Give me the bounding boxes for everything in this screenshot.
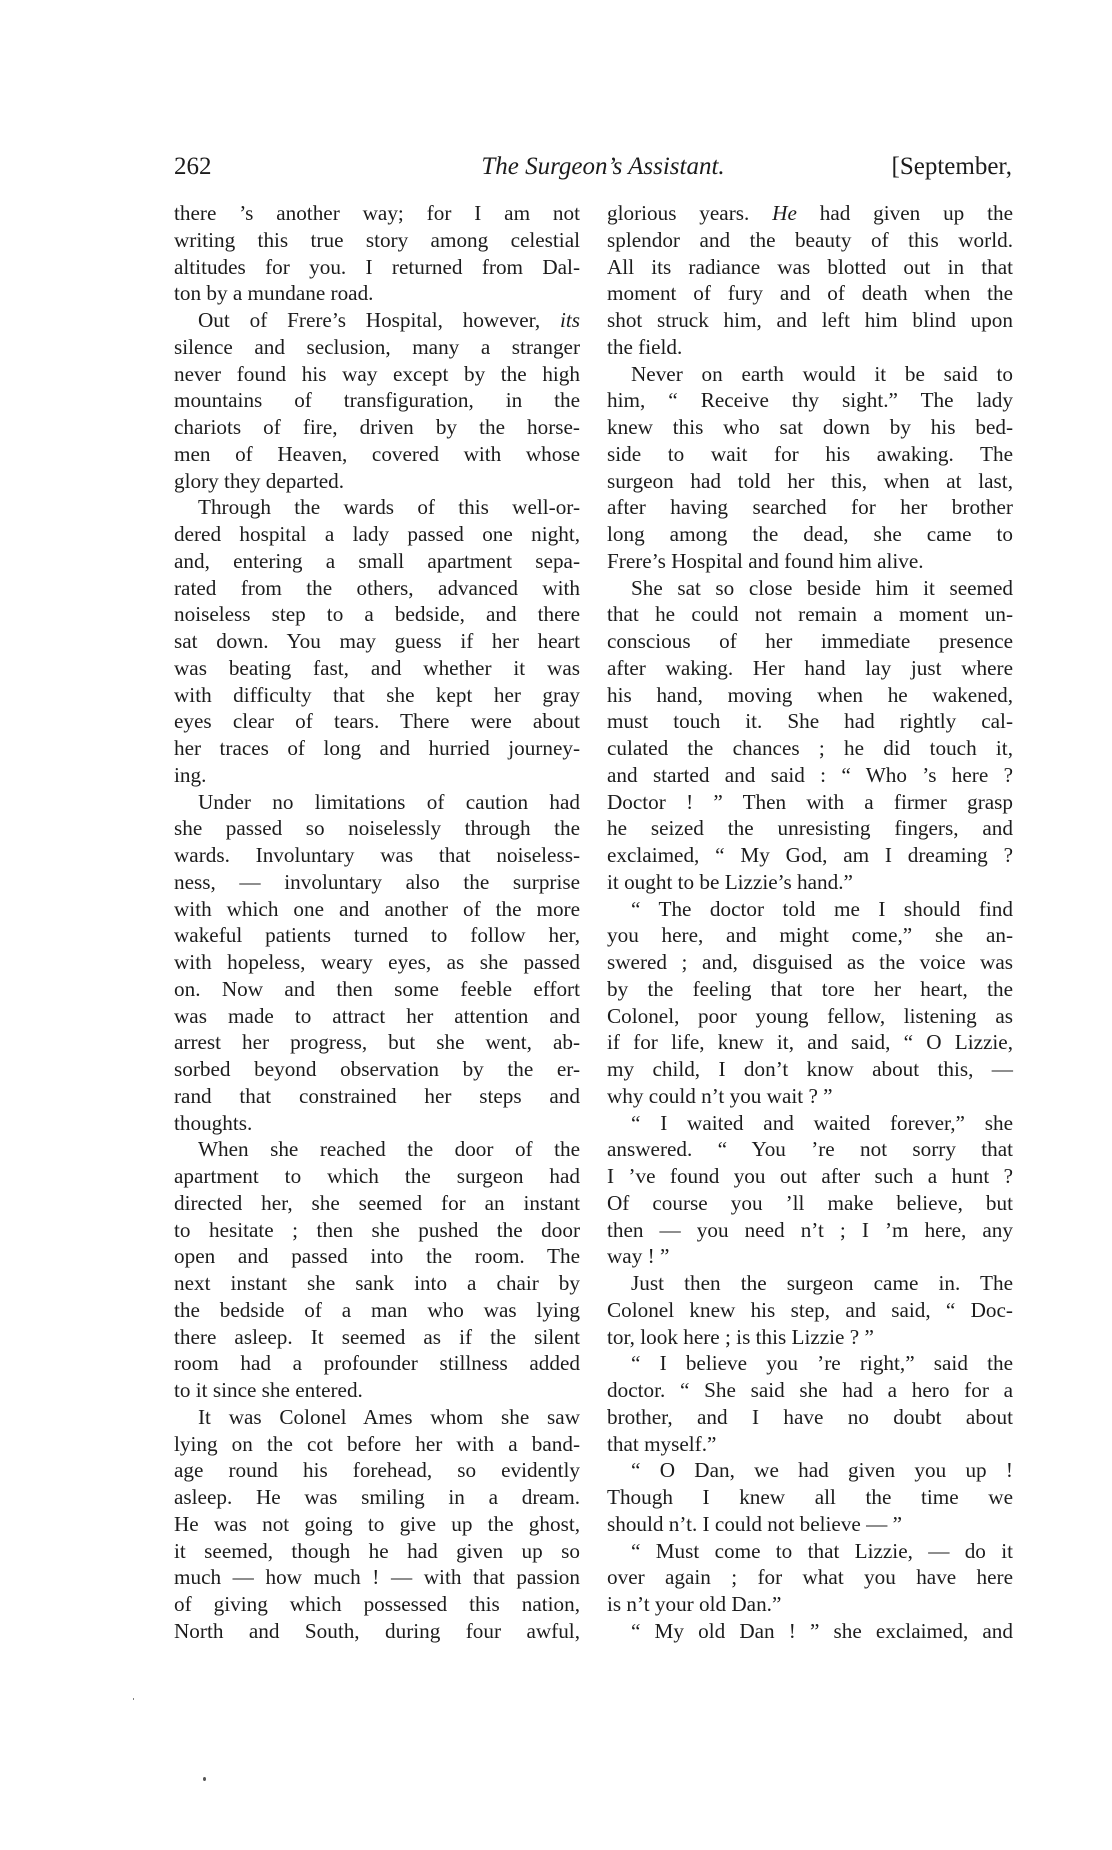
text-line: she passed so noiselessly through the: [174, 816, 580, 841]
text-line: and started and said : “ Who ’s here ?: [607, 762, 1013, 787]
text-line: on. Now and then some feeble effort: [174, 976, 580, 1001]
text-line: open and passed into the room. The: [174, 1244, 580, 1269]
text-line: tor, look here ; is this Lizzie ? ”: [607, 1324, 874, 1349]
running-head: [174, 150, 1012, 184]
text-line: there asleep. It seemed as if the silent: [174, 1324, 580, 1349]
text-line: must touch it. She had rightly cal-: [607, 709, 1013, 734]
text-line: him, “ Receive thy sight.” The lady: [607, 388, 1013, 413]
text-line: directed her, she seemed for an instant: [174, 1190, 580, 1215]
text-line: ing.: [174, 762, 207, 787]
text-line: Under no limitations of caution had: [198, 789, 580, 814]
text-line: sat down. You may guess if her heart: [174, 629, 580, 653]
text-line: way ! ”: [607, 1244, 670, 1269]
page-number: 262: [174, 153, 212, 180]
text-line: mountains of transfiguration, in the: [174, 388, 580, 413]
text-line: “ My old Dan ! ” she exclaimed, and: [631, 1618, 1013, 1643]
text-line: his hand, moving when he wakened,: [607, 682, 1013, 707]
text-line: Colonel knew his step, and said, “ Doc-: [607, 1297, 1013, 1322]
text-line: men of Heaven, covered with whose: [174, 441, 580, 466]
text-line: altitudes for you. I returned from Dal-: [174, 254, 580, 279]
text-line: her traces of long and hurried journey-: [174, 736, 580, 760]
text-line: wards. Involuntary was that noiseless-: [174, 843, 580, 867]
text-line: Though I knew all the time we: [607, 1485, 1013, 1509]
ink-speck: [203, 1777, 206, 1781]
text-line: sorbed beyond observation by the er-: [174, 1057, 580, 1081]
text-line: you here, and might come,” she an-: [607, 923, 1013, 948]
text-line: glory they departed.: [174, 468, 345, 493]
text-line: Doctor ! ” Then with a firmer grasp: [607, 789, 1013, 814]
italic-emphasis: its: [559, 308, 580, 332]
text-line: Just then the surgeon came in. The: [631, 1271, 1013, 1295]
text-line: with which one and another of the more: [174, 896, 580, 921]
text-line: writing this true story among celestial: [174, 227, 580, 252]
text-line: that he could not remain a moment un-: [607, 602, 1013, 627]
text-line: to hesitate ; then she pushed the door: [174, 1217, 580, 1242]
issue-month: [September,: [891, 153, 1012, 180]
text-line: it ought to be Lizzie’s hand.”: [607, 869, 853, 894]
text-line: Never on earth would it be said to: [631, 361, 1013, 386]
text-line: that myself.”: [607, 1431, 717, 1456]
text-line: All its radiance was blotted out in that: [607, 254, 1013, 279]
text-line: wakeful patients turned to follow her,: [174, 923, 580, 948]
ink-speck: [133, 1698, 134, 1700]
text-line: if for life, knew it, and said, “ O Lizzie,: [607, 1030, 1013, 1055]
text-line: knew this who sat down by his bed-: [607, 415, 1013, 439]
text-line: side to wait for his awaking. The: [607, 441, 1013, 466]
text-line: next instant she sank into a chair by: [174, 1271, 580, 1295]
text-line: glorious years. He had given up the: [607, 201, 1013, 225]
text-line: of giving which possessed this nation,: [174, 1592, 580, 1616]
text-line: When she reached the door of the: [198, 1137, 580, 1162]
text-line: my child, I don’t know about this, —: [607, 1057, 1013, 1081]
text-line: with hopeless, weary eyes, as she passed: [174, 950, 580, 974]
text-line: rand that constrained her steps and: [174, 1083, 580, 1108]
text-line: dered hospital a lady passed one night,: [174, 522, 580, 546]
text-line: exclaimed, “ My God, am I dreaming ?: [607, 843, 1013, 867]
text-line: shot struck him, and left him blind upon: [607, 308, 1013, 332]
text-line: he seized the unresisting fingers, and: [607, 816, 1013, 841]
text-line: surgeon had told her this, when at last,: [607, 468, 1013, 493]
text-line: splendor and the beauty of this world.: [607, 227, 1013, 252]
text-line: “ The doctor told me I should find: [631, 896, 1013, 921]
text-line: arrest her progress, but she went, ab-: [174, 1030, 580, 1055]
text-line: is n’t your old Dan.”: [607, 1592, 782, 1616]
text-line: answered. “ You ’re not sorry that: [607, 1137, 1013, 1162]
text-line: doctor. “ She said she had a hero for a: [607, 1378, 1013, 1402]
text-line: eyes clear of tears. There were about: [174, 709, 580, 734]
text-line: lying on the cot before her with a band-: [174, 1431, 580, 1456]
text-line: then — you need n’t ; I ’m here, any: [607, 1217, 1013, 1242]
text-line: by the feeling that tore her heart, the: [607, 976, 1013, 1001]
right-text-column: [607, 200, 1013, 1645]
text-line: with difficulty that she kept her gray: [174, 682, 580, 707]
text-line: swered ; and, disguised as the voice was: [607, 950, 1013, 974]
italic-emphasis: He: [772, 201, 797, 225]
text-line: He was not going to give up the ghost,: [174, 1511, 580, 1536]
text-line: and, entering a small apartment sepa-: [174, 548, 580, 573]
text-line: room had a profounder stillness added: [174, 1351, 580, 1376]
text-line: “ Must come to that Lizzie, — do it: [631, 1538, 1013, 1563]
text-line: Colonel, poor young fellow, listening as: [607, 1003, 1013, 1028]
text-line: ton by a mundane road.: [174, 281, 374, 306]
text-line: “ I waited and waited forever,” she: [631, 1110, 1013, 1135]
text-line: thoughts.: [174, 1110, 253, 1135]
text-line: rated from the others, advanced with: [174, 575, 580, 600]
text-line: Of course you ’ll make believe, but: [607, 1190, 1013, 1215]
text-line: Out of Frere’s Hospital, however, its: [198, 308, 580, 332]
text-line: should n’t. I could not believe — ”: [607, 1511, 903, 1536]
text-line: It was Colonel Ames whom she saw: [198, 1404, 580, 1429]
text-line: after having searched for her brother: [607, 495, 1013, 520]
text-line: “ O Dan, we had given you up !: [631, 1458, 1013, 1483]
text-line: moment of fury and of death when the: [607, 281, 1013, 306]
text-line: chariots of fire, driven by the horse-: [174, 415, 580, 439]
text-line: ness, — involuntary also the surprise: [174, 869, 580, 894]
text-line: conscious of her immediate presence: [607, 629, 1013, 653]
text-line: there ’s another way; for I am not: [174, 201, 580, 225]
text-line: to it since she entered.: [174, 1378, 363, 1402]
text-line: was beating fast, and whether it was: [174, 655, 580, 680]
text-line: North and South, during four awful,: [174, 1618, 580, 1643]
text-line: brother, and I have no doubt about: [607, 1404, 1013, 1429]
text-line: “ I believe you ’re right,” said the: [631, 1351, 1013, 1376]
text-line: silence and seclusion, many a stranger: [174, 334, 580, 359]
text-line: Through the wards of this well-or-: [198, 495, 580, 520]
text-line: asleep. He was smiling in a dream.: [174, 1485, 580, 1509]
text-line: the field.: [607, 334, 683, 359]
text-line: after waking. Her hand lay just where: [607, 655, 1013, 680]
text-line: why could n’t you wait ? ”: [607, 1083, 833, 1108]
text-line: over again ; for what you have here: [607, 1565, 1013, 1590]
text-line: apartment to which the surgeon had: [174, 1164, 580, 1188]
text-line: noiseless step to a bedside, and there: [174, 602, 580, 627]
left-text-column: [174, 200, 580, 1645]
text-line: never found his way except by the high: [174, 361, 580, 386]
text-line: much — how much ! — with that passion: [174, 1565, 580, 1590]
text-line: it seemed, though he had given up so: [174, 1538, 580, 1563]
text-line: long among the dead, she came to: [607, 522, 1013, 546]
text-line: She sat so close beside him it seemed: [631, 575, 1013, 600]
text-line: Frere’s Hospital and found him alive.: [607, 548, 924, 573]
text-line: age round his forehead, so evidently: [174, 1458, 580, 1483]
text-line: culated the chances ; he did touch it,: [607, 736, 1013, 760]
article-title: The Surgeon’s Assistant.: [481, 153, 725, 180]
text-line: was made to attract her attention and: [174, 1003, 580, 1028]
text-line: I ’ve found you out after such a hunt ?: [607, 1164, 1013, 1188]
text-line: the bedside of a man who was lying: [174, 1297, 580, 1322]
